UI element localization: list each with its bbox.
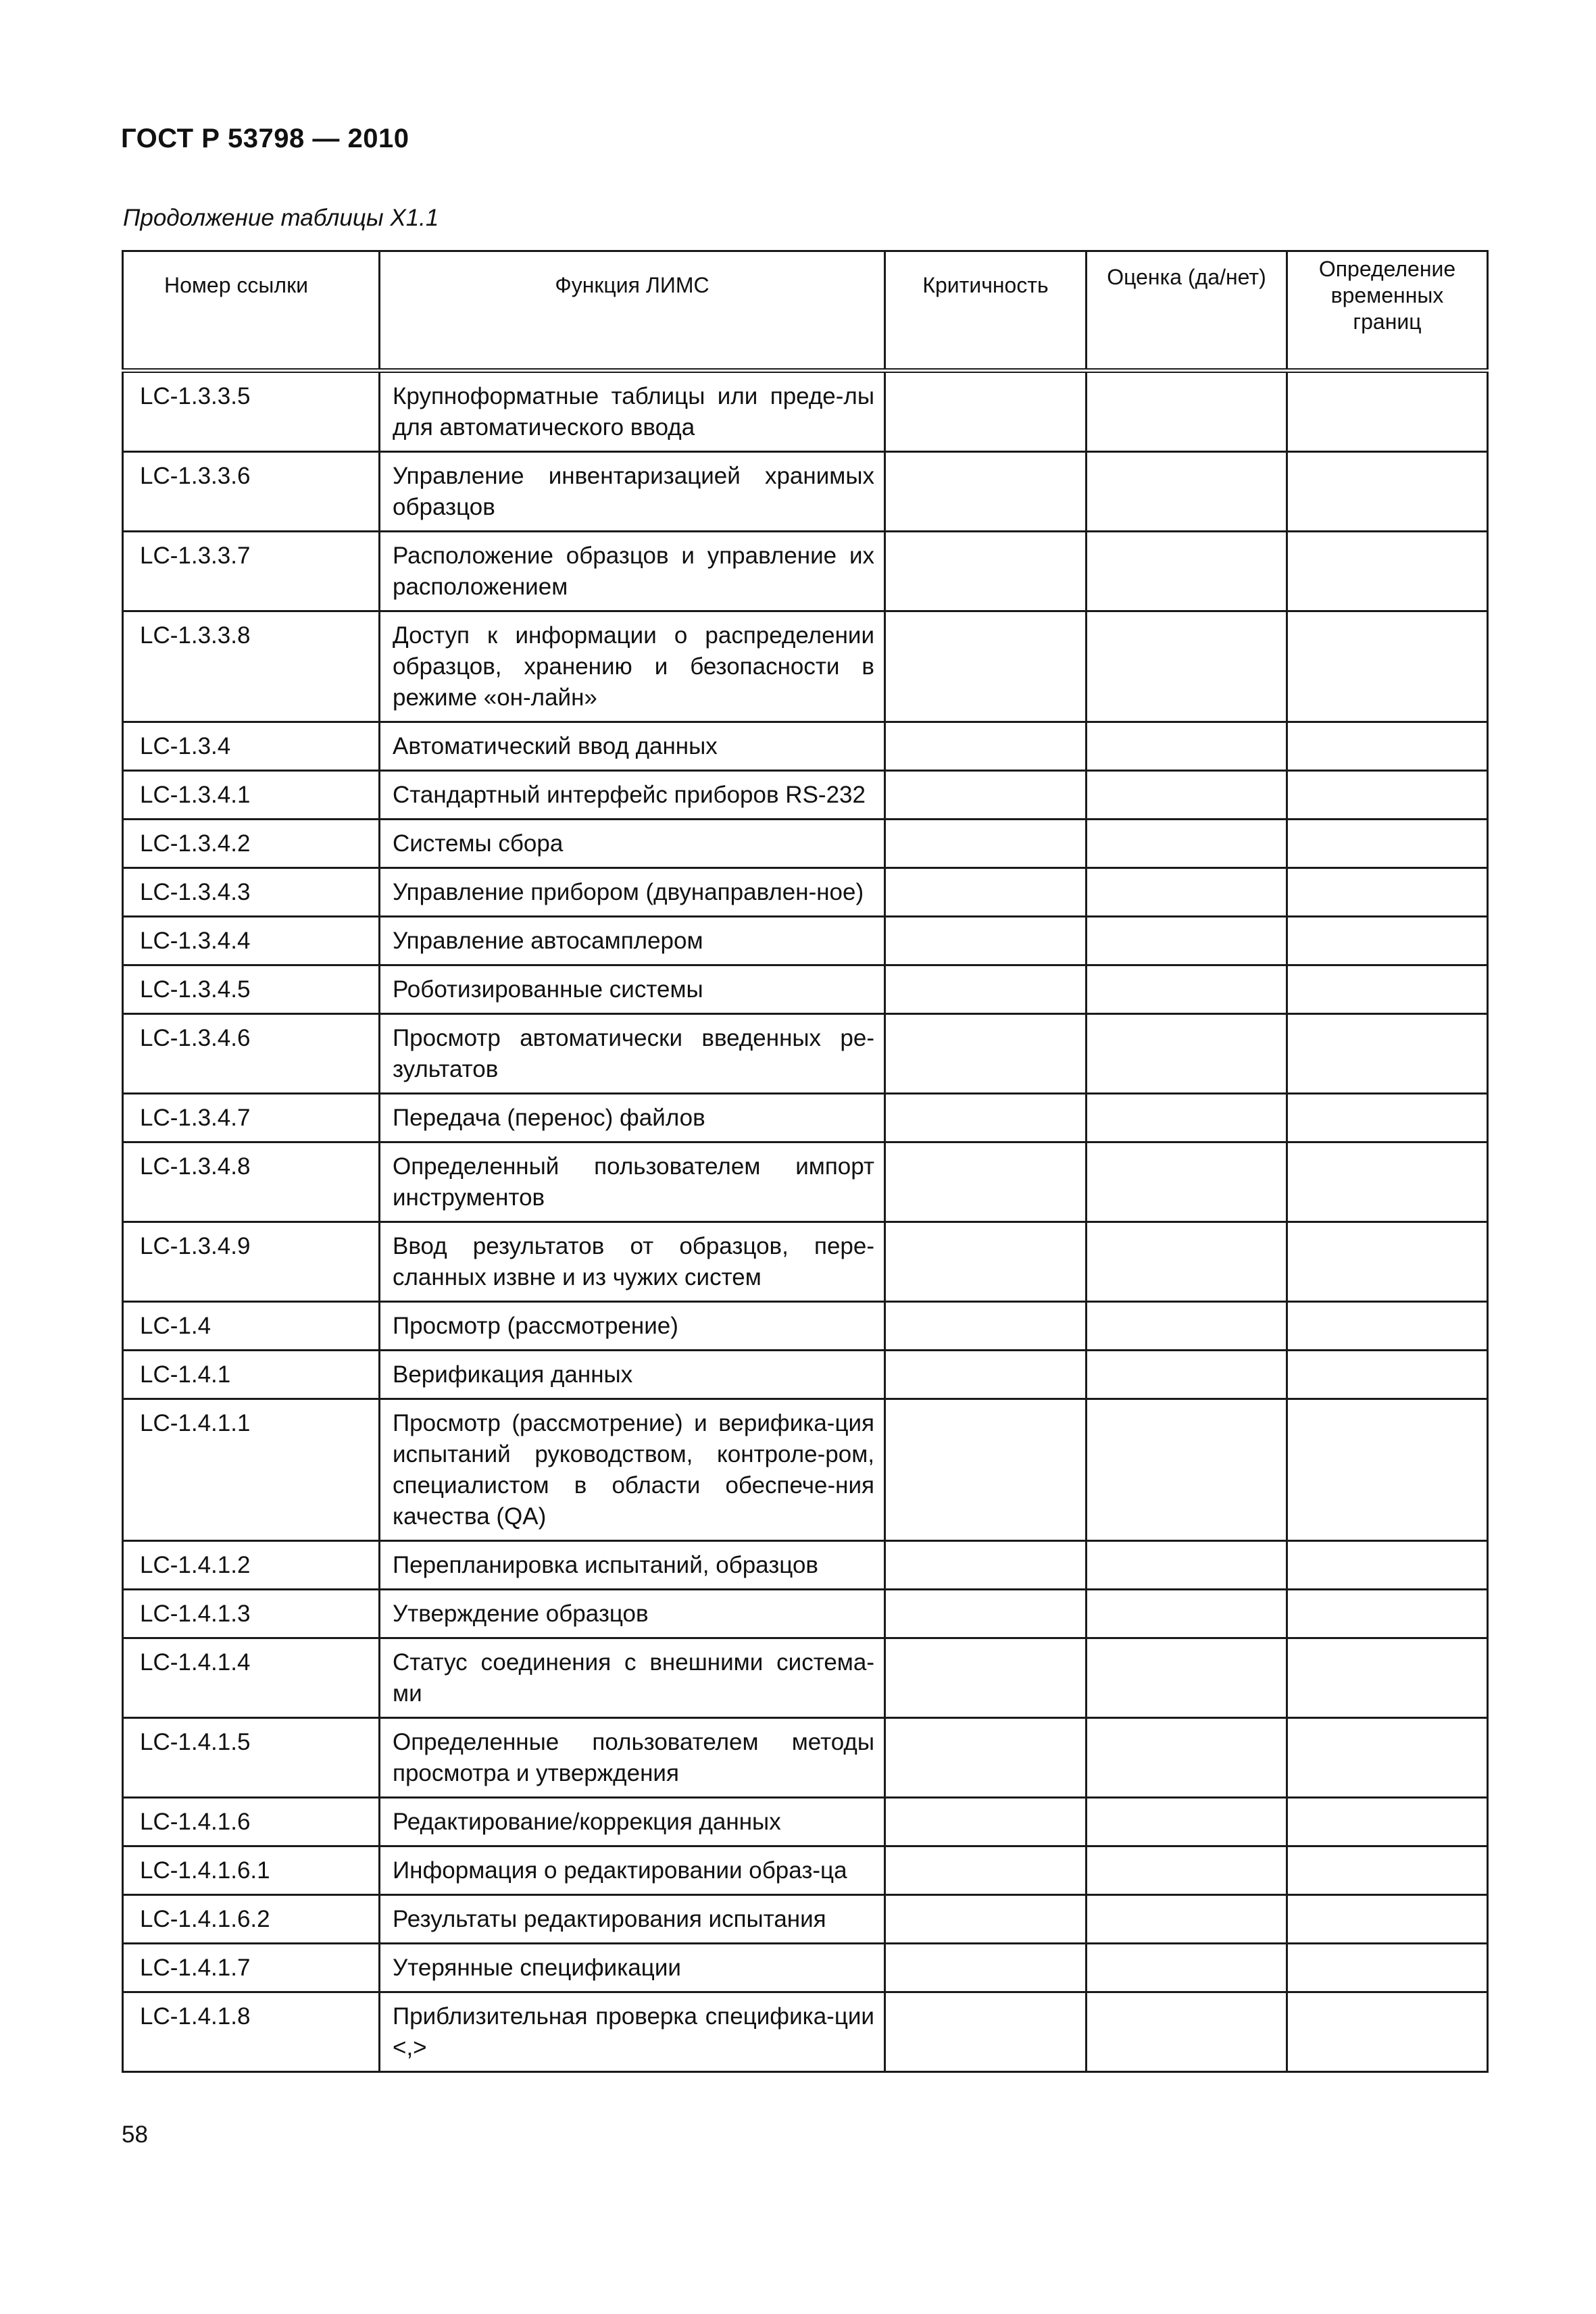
- lims-function-cell: Управление прибором (двунаправлен-ное): [380, 868, 885, 917]
- time-boundaries-cell: [1287, 1798, 1488, 1846]
- assessment-cell: [1087, 1399, 1287, 1541]
- time-boundaries-cell: [1287, 868, 1488, 917]
- time-boundaries-cell: [1287, 1142, 1488, 1222]
- table-header: [123, 251, 1488, 371]
- table-row: [123, 820, 1488, 868]
- criticality-cell: [885, 1142, 1087, 1222]
- criticality-cell: [885, 1718, 1087, 1798]
- lims-function-cell: Системы сбора: [380, 820, 885, 868]
- criticality-cell: [885, 1638, 1087, 1718]
- table-body: [123, 371, 1488, 2072]
- reference-number-cell: LC-1.3.3.6: [123, 452, 380, 532]
- lims-function-cell: Приблизительная проверка специфика-ции <,>: [380, 1992, 885, 2072]
- table-row: [123, 1846, 1488, 1895]
- time-boundaries-cell: [1287, 820, 1488, 868]
- lims-function-cell: Верификация данных: [380, 1351, 885, 1399]
- table-row: [123, 1638, 1488, 1718]
- table-row: [123, 1541, 1488, 1590]
- assessment-cell: [1087, 1351, 1287, 1399]
- table-row: [123, 1094, 1488, 1142]
- lims-function-cell: Ввод результатов от образцов, пере-сланных извне и из чужих систем: [380, 1222, 885, 1302]
- assessment-cell: [1087, 820, 1287, 868]
- assessment-cell: [1087, 771, 1287, 820]
- column-header-criticality: Критичность: [885, 251, 1087, 371]
- assessment-cell: [1087, 917, 1287, 965]
- criticality-cell: [885, 868, 1087, 917]
- lims-function-cell: Передача (перенос) файлов: [380, 1094, 885, 1142]
- time-boundaries-cell: [1287, 1014, 1488, 1094]
- time-boundaries-cell: [1287, 965, 1488, 1014]
- reference-number-cell: LC-1.3.3.8: [123, 611, 380, 722]
- time-boundaries-cell: [1287, 1399, 1488, 1541]
- reference-number-cell: LC-1.4.1.2: [123, 1541, 380, 1590]
- time-boundaries-cell: [1287, 1944, 1488, 1992]
- criticality-cell: [885, 1846, 1087, 1895]
- criticality-cell: [885, 771, 1087, 820]
- table-row: [123, 1351, 1488, 1399]
- assessment-cell: [1087, 1590, 1287, 1638]
- time-boundaries-cell: [1287, 1895, 1488, 1944]
- table-row: [123, 452, 1488, 532]
- assessment-cell: [1087, 1718, 1287, 1798]
- reference-number-cell: LC-1.3.3.5: [123, 371, 380, 452]
- lims-function-cell: Результаты редактирования испытания: [380, 1895, 885, 1944]
- reference-number-cell: LC-1.4: [123, 1302, 380, 1351]
- reference-number-cell: LC-1.4.1.6.2: [123, 1895, 380, 1944]
- criticality-cell: [885, 917, 1087, 965]
- reference-number-cell: LC-1.4.1.8: [123, 1992, 380, 2072]
- assessment-cell: [1087, 1798, 1287, 1846]
- reference-number-cell: LC-1.3.4.5: [123, 965, 380, 1014]
- table-row: [123, 917, 1488, 965]
- page-number: 58: [122, 2121, 148, 2148]
- lims-function-cell: Управление инвентаризацией хранимых образцов: [380, 452, 885, 532]
- table-row: [123, 771, 1488, 820]
- table-row: [123, 868, 1488, 917]
- criticality-cell: [885, 1094, 1087, 1142]
- reference-number-cell: LC-1.3.4: [123, 722, 380, 771]
- reference-number-cell: LC-1.4.1.4: [123, 1638, 380, 1718]
- lims-function-cell: Определенный пользователем импорт инструментов: [380, 1142, 885, 1222]
- reference-number-cell: LC-1.3.4.7: [123, 1094, 380, 1142]
- assessment-cell: [1087, 611, 1287, 722]
- document-title: ГОСТ Р 53798 — 2010: [121, 124, 409, 153]
- reference-number-cell: LC-1.3.4.4: [123, 917, 380, 965]
- table-row: [123, 965, 1488, 1014]
- table-row: [123, 1718, 1488, 1798]
- criticality-cell: [885, 1798, 1087, 1846]
- lims-function-cell: Автоматический ввод данных: [380, 722, 885, 771]
- criticality-cell: [885, 1944, 1087, 1992]
- time-boundaries-cell: [1287, 917, 1488, 965]
- criticality-cell: [885, 452, 1087, 532]
- time-boundaries-cell: [1287, 1541, 1488, 1590]
- criticality-cell: [885, 1222, 1087, 1302]
- time-boundaries-cell: [1287, 1094, 1488, 1142]
- time-boundaries-cell: [1287, 771, 1488, 820]
- reference-number-cell: LC-1.3.4.9: [123, 1222, 380, 1302]
- assessment-cell: [1087, 1142, 1287, 1222]
- assessment-cell: [1087, 1992, 1287, 2072]
- lims-function-cell: Редактирование/коррекция данных: [380, 1798, 885, 1846]
- table-row: [123, 1142, 1488, 1222]
- assessment-cell: [1087, 1302, 1287, 1351]
- criticality-cell: [885, 1399, 1087, 1541]
- reference-number-cell: LC-1.3.3.7: [123, 532, 380, 611]
- assessment-cell: [1087, 1846, 1287, 1895]
- time-boundaries-cell: [1287, 1992, 1488, 2072]
- lims-function-cell: Определенные пользователем методы просмотра и утверждения: [380, 1718, 885, 1798]
- time-boundaries-cell: [1287, 611, 1488, 722]
- assessment-cell: [1087, 1638, 1287, 1718]
- time-boundaries-cell: [1287, 722, 1488, 771]
- assessment-cell: [1087, 965, 1287, 1014]
- time-boundaries-cell: [1287, 1718, 1488, 1798]
- time-boundaries-cell: [1287, 532, 1488, 611]
- time-boundaries-cell: [1287, 1846, 1488, 1895]
- assessment-cell: [1087, 1222, 1287, 1302]
- reference-number-cell: LC-1.3.4.8: [123, 1142, 380, 1222]
- table-row: [123, 1590, 1488, 1638]
- criticality-cell: [885, 820, 1087, 868]
- table-row: [123, 1014, 1488, 1094]
- assessment-cell: [1087, 1014, 1287, 1094]
- lims-function-cell: Доступ к информации о распределении образцов, хранению и безопасности в режиме «он-лайн»: [380, 611, 885, 722]
- lims-function-cell: Статус соединения с внешними система-ми: [380, 1638, 885, 1718]
- reference-number-cell: LC-1.4.1.6.1: [123, 1846, 380, 1895]
- reference-number-cell: LC-1.3.4.3: [123, 868, 380, 917]
- criticality-cell: [885, 965, 1087, 1014]
- assessment-cell: [1087, 1541, 1287, 1590]
- criticality-cell: [885, 611, 1087, 722]
- criticality-cell: [885, 1302, 1087, 1351]
- lims-function-cell: Расположение образцов и управление их расположением: [380, 532, 885, 611]
- lims-function-cell: Управление автосамплером: [380, 917, 885, 965]
- assessment-cell: [1087, 868, 1287, 917]
- reference-number-cell: LC-1.3.4.2: [123, 820, 380, 868]
- reference-number-cell: LC-1.4.1.7: [123, 1944, 380, 1992]
- column-header-reference-number: Номер ссылки: [123, 251, 380, 371]
- table-row: [123, 722, 1488, 771]
- table-row: [123, 371, 1488, 452]
- reference-number-cell: LC-1.4.1.3: [123, 1590, 380, 1638]
- criticality-cell: [885, 371, 1087, 452]
- lims-function-table: [122, 250, 1489, 2073]
- lims-function-table-container: [122, 250, 1487, 2073]
- reference-number-cell: LC-1.4.1.6: [123, 1798, 380, 1846]
- criticality-cell: [885, 1351, 1087, 1399]
- table-row: [123, 1222, 1488, 1302]
- lims-function-cell: Утерянные спецификации: [380, 1944, 885, 1992]
- reference-number-cell: LC-1.4.1: [123, 1351, 380, 1399]
- lims-function-cell: Стандартный интерфейс приборов RS-232: [380, 771, 885, 820]
- time-boundaries-cell: [1287, 371, 1488, 452]
- criticality-cell: [885, 1992, 1087, 2072]
- lims-function-cell: Утверждение образцов: [380, 1590, 885, 1638]
- reference-number-cell: LC-1.3.4.6: [123, 1014, 380, 1094]
- assessment-cell: [1087, 1944, 1287, 1992]
- table-caption: Продолжение таблицы Х1.1: [123, 205, 439, 231]
- table-row: [123, 1302, 1488, 1351]
- criticality-cell: [885, 1895, 1087, 1944]
- assessment-cell: [1087, 1094, 1287, 1142]
- reference-number-cell: LC-1.4.1.1: [123, 1399, 380, 1541]
- time-boundaries-cell: [1287, 452, 1488, 532]
- time-boundaries-cell: [1287, 1302, 1488, 1351]
- table-row: [123, 611, 1488, 722]
- lims-function-cell: Роботизированные системы: [380, 965, 885, 1014]
- assessment-cell: [1087, 1895, 1287, 1944]
- table-row: [123, 1798, 1488, 1846]
- header-row: [123, 251, 1488, 371]
- table-row: [123, 532, 1488, 611]
- lims-function-cell: Перепланировка испытаний, образцов: [380, 1541, 885, 1590]
- table-row: [123, 1944, 1488, 1992]
- assessment-cell: [1087, 532, 1287, 611]
- table-row: [123, 1895, 1488, 1944]
- table-row: [123, 1992, 1488, 2072]
- column-header-time-boundaries: Определение временных границ: [1287, 251, 1488, 371]
- criticality-cell: [885, 1590, 1087, 1638]
- time-boundaries-cell: [1287, 1590, 1488, 1638]
- column-header-assessment: Оценка (да/нет): [1087, 251, 1287, 371]
- time-boundaries-cell: [1287, 1222, 1488, 1302]
- criticality-cell: [885, 1541, 1087, 1590]
- time-boundaries-cell: [1287, 1638, 1488, 1718]
- assessment-cell: [1087, 371, 1287, 452]
- table-row: [123, 1399, 1488, 1541]
- criticality-cell: [885, 1014, 1087, 1094]
- time-boundaries-cell: [1287, 1351, 1488, 1399]
- assessment-cell: [1087, 722, 1287, 771]
- lims-function-cell: Крупноформатные таблицы или преде-лы для автоматического ввода: [380, 371, 885, 452]
- criticality-cell: [885, 722, 1087, 771]
- lims-function-cell: Просмотр (рассмотрение) и верифика-ция испытаний руководством, контроле-ром, специалистом в области обеспече-ния качества (QA): [380, 1399, 885, 1541]
- column-header-lims-function: Функция ЛИМС: [380, 251, 885, 371]
- lims-function-cell: Информация о редактировании образ-ца: [380, 1846, 885, 1895]
- lims-function-cell: Просмотр (рассмотрение): [380, 1302, 885, 1351]
- reference-number-cell: LC-1.3.4.1: [123, 771, 380, 820]
- lims-function-cell: Просмотр автоматически введенных ре-зультатов: [380, 1014, 885, 1094]
- reference-number-cell: LC-1.4.1.5: [123, 1718, 380, 1798]
- criticality-cell: [885, 532, 1087, 611]
- assessment-cell: [1087, 452, 1287, 532]
